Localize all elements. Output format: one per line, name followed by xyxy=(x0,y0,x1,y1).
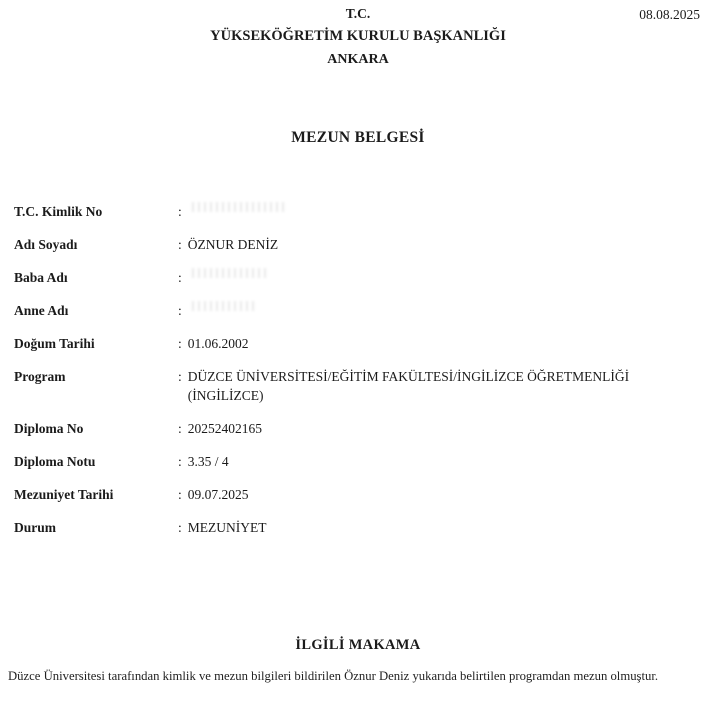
field-label: Mezuniyet Tarihi xyxy=(14,487,114,502)
field-separator: : xyxy=(178,270,182,285)
field-row-anne-adi xyxy=(14,301,702,320)
field-row-program xyxy=(14,367,702,405)
field-row-mezuniyet-tarihi xyxy=(14,485,702,504)
field-separator: : xyxy=(178,454,182,469)
field-row-diploma-no xyxy=(14,419,702,438)
field-value: 01.06.2002 xyxy=(187,336,249,351)
header-institution: YÜKSEKÖĞRETİM KURULU BAŞKANLIĞI xyxy=(210,28,506,44)
field-label: Durum xyxy=(14,520,57,535)
field-value: DÜZCE ÜNİVERSİTESİ/EĞİTİM FAKÜLTESİ/İNGİLİZCE ÖĞRETMENLİĞİ (İNGİLİZCE) xyxy=(187,369,630,403)
addressee-heading: İLGİLİ MAKAMA xyxy=(295,637,421,653)
field-row-baba-adi xyxy=(14,268,702,287)
field-row-durum xyxy=(14,518,702,537)
header-city: ANKARA xyxy=(327,52,389,67)
redacted-value xyxy=(192,268,266,278)
field-separator: : xyxy=(178,303,182,318)
redacted-value xyxy=(192,202,287,212)
field-value: 09.07.2025 xyxy=(187,487,249,502)
field-row-adi-soyadi xyxy=(14,235,702,254)
field-label: T.C. Kimlik No xyxy=(14,204,103,219)
field-row-diploma-notu xyxy=(14,452,702,471)
field-separator: : xyxy=(178,487,182,502)
redacted-value xyxy=(192,301,256,311)
field-row-tc-kimlik-no xyxy=(14,202,702,221)
fields-section xyxy=(14,202,702,537)
field-separator: : xyxy=(178,204,182,219)
graduation-statement: Düzce Üniversitesi tarafından kimlik ve mezun bilgileri bildirilen Öznur Deniz yukarıda belirtilen programdan mezun olmuştur. xyxy=(8,669,659,683)
field-label: Diploma Notu xyxy=(14,454,96,469)
field-separator: : xyxy=(178,421,182,436)
document-header xyxy=(14,5,702,69)
field-label: Baba Adı xyxy=(14,270,68,285)
document-date: 08.08.2025 xyxy=(639,7,700,22)
field-label: Doğum Tarihi xyxy=(14,336,95,351)
field-separator: : xyxy=(178,520,182,535)
field-label: Anne Adı xyxy=(14,303,69,318)
field-row-dogum-tarihi xyxy=(14,334,702,353)
field-label: Diploma No xyxy=(14,421,84,436)
field-separator: : xyxy=(178,237,182,252)
field-value: 20252402165 xyxy=(187,421,263,436)
header-republic-abbr: T.C. xyxy=(345,6,371,21)
field-separator: : xyxy=(178,336,182,351)
field-value: 3.35 / 4 xyxy=(187,454,229,469)
field-value: MEZUNİYET xyxy=(187,520,267,535)
field-label: Adı Soyadı xyxy=(14,237,78,252)
field-label: Program xyxy=(14,369,66,384)
field-separator: : xyxy=(178,369,182,384)
document-title: MEZUN BELGESİ xyxy=(291,129,425,146)
field-value: ÖZNUR DENİZ xyxy=(187,237,279,252)
